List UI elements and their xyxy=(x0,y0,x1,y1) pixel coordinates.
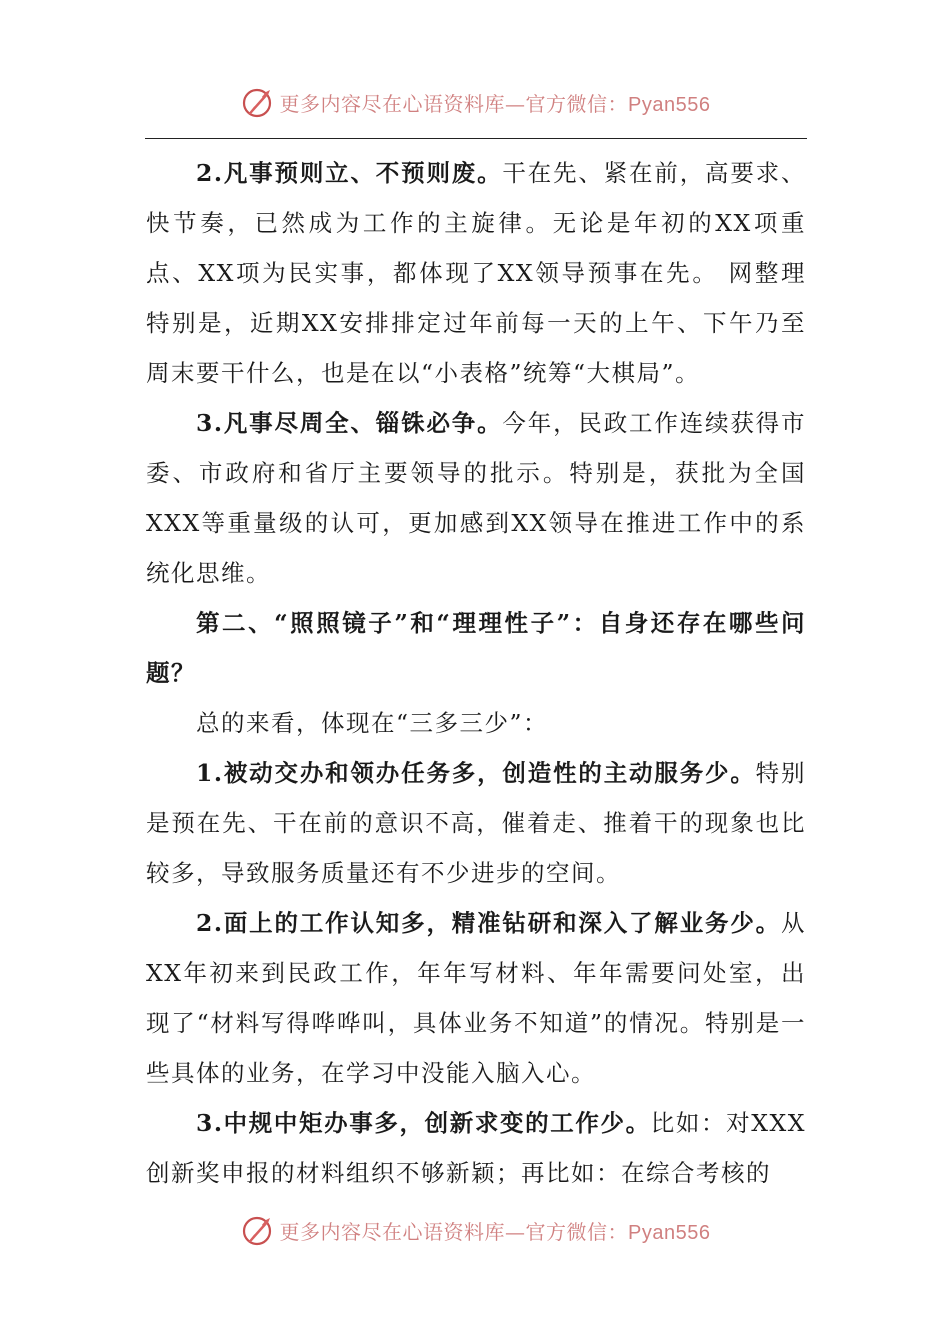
header-watermark xyxy=(0,82,950,122)
footer-watermark xyxy=(0,1210,950,1250)
paragraph: 3.中规中矩办事多，创新求变的工作少。比如：对XXX创新奖申报的材料组织不够新颖；再比如：在综合考核的 xyxy=(146,1109,806,1187)
paragraph: 3.凡事尽周全、锱铢必争。今年，民政工作连续获得市委、市政府和省厅主要领导的批示。特别是，获批为全国XXX等重量级的认可，更加感到XX领导在推进工作中的系统化思维。 xyxy=(146,409,806,587)
watermark-text: 更多内容尽在心语资料库—官方微信：Pyan556 xyxy=(279,1219,711,1244)
paragraph: 总的来看，体现在“三多三少”： xyxy=(196,709,549,737)
paragraph: 2.凡事预则立、不预则废。干在先、紧在前，高要求、快节奏，已然成为工作的主旋律。无论是年初的XX项重点、XX项为民实事，都体现了XX领导预事在先。 网整理 特别是，近期XX安排排定过年前每一天的上午、下午乃至周末要干什么，也是在以“小表格”统筹“大棋局”。 xyxy=(146,159,806,387)
paragraph: 2.面上的工作认知多，精准钻研和深入了解业务少。从XX年初来到民政工作，年年写材料、年年需要问处室，出现了“材料写得哗哗叫，具体业务不知道”的情况。特别是一些具体的业务，在学习中没能入脑入心。 xyxy=(146,909,806,1087)
header-divider xyxy=(145,138,807,139)
quill-logo-icon xyxy=(240,1212,276,1248)
quill-logo-icon xyxy=(240,84,276,120)
watermark-text: 更多内容尽在心语资料库—官方微信：Pyan556 xyxy=(279,91,711,116)
document-body xyxy=(146,148,806,1198)
paragraph: 1.被动交办和领办任务多，创造性的主动服务少。特别是预在先、干在前的意识不高，催着走、推着干的现象也比较多，导致服务质量还有不少进步的空间。 xyxy=(146,759,806,887)
section-heading: 第二、“照照镜子”和“理理性子”：自身还存在哪些问题？ xyxy=(146,609,806,687)
